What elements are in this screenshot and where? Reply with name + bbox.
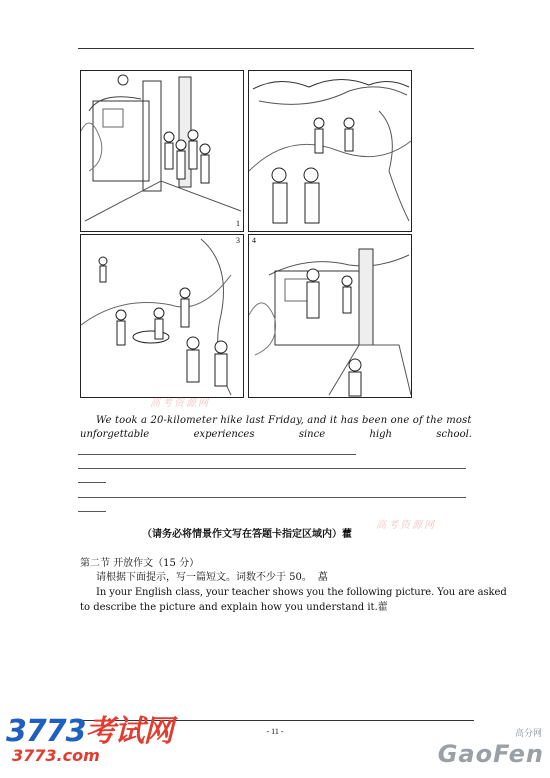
logo-3773-main bbox=[6, 706, 173, 750]
watermark-stamp: 高考资源网 bbox=[150, 398, 210, 409]
comic-panel-3 bbox=[80, 234, 244, 398]
comic-illustration-return-to-school bbox=[249, 235, 411, 397]
passage-word: high bbox=[369, 429, 392, 440]
comic-panel-1 bbox=[80, 70, 244, 232]
section-prompt-cn bbox=[96, 571, 328, 585]
logo-3773-cn: 考试网 bbox=[85, 714, 173, 749]
panel-number: 1 bbox=[236, 219, 240, 228]
logo-gaofen-cn: 高分网 bbox=[514, 729, 542, 739]
instruction-heading bbox=[142, 528, 352, 542]
instruction-mark: 藿 bbox=[342, 529, 352, 540]
passage-word: school. bbox=[436, 429, 472, 440]
section-prompt-en-1: In your English class, your teacher shows you the following picture. You are asked bbox=[96, 587, 507, 598]
panel-number: 3 bbox=[236, 236, 240, 245]
prompt-cn-text: 请根据下面提示，写一篇短文。词数不少于 50。 bbox=[96, 572, 312, 583]
watermark-stamp: 高考资源网 bbox=[376, 520, 436, 531]
comic-panel-2 bbox=[248, 70, 412, 232]
prompt-en-mark: 藿 bbox=[377, 602, 388, 613]
writing-line bbox=[78, 482, 106, 483]
section-prompt-en-2 bbox=[80, 601, 388, 615]
passage-line-1: We took a 20-kilometer hike last Friday, and it has been one of the most bbox=[96, 415, 472, 426]
prompt-cn-mark: 藠 bbox=[317, 572, 328, 583]
instruction-text: （请务必将情景作文写在答题卡指定区域内） bbox=[142, 529, 342, 540]
logo-gaofen-name: GaoFen bbox=[437, 740, 544, 768]
logo-3773-digits: 3773 bbox=[6, 714, 86, 749]
section-title: 第二节 开放作文（15 分） bbox=[80, 558, 200, 569]
passage-line-2 bbox=[80, 428, 472, 442]
prompt-en-text: to describe the picture and explain how you understand it. bbox=[80, 602, 378, 613]
logo-gaofen bbox=[437, 729, 544, 768]
writing-line bbox=[78, 497, 466, 498]
passage-word: since bbox=[298, 429, 326, 440]
comic-illustration-school-gate bbox=[81, 71, 243, 231]
comic-illustration-mountain-hike bbox=[249, 71, 411, 231]
header-rule bbox=[78, 48, 474, 49]
writing-line bbox=[78, 454, 356, 455]
panel-number: 4 bbox=[252, 236, 256, 245]
writing-line bbox=[78, 468, 466, 469]
logo-3773 bbox=[6, 706, 173, 765]
logo-3773-url: 3773.com bbox=[12, 746, 100, 765]
passage-word: experiences bbox=[193, 429, 255, 440]
comic-illustration-helping-fallen-classmate bbox=[81, 235, 243, 397]
passage-word: unforgettable bbox=[80, 429, 150, 440]
writing-line bbox=[78, 511, 106, 512]
page-number: - 11 - bbox=[266, 727, 284, 736]
comic-panel-4 bbox=[248, 234, 412, 398]
